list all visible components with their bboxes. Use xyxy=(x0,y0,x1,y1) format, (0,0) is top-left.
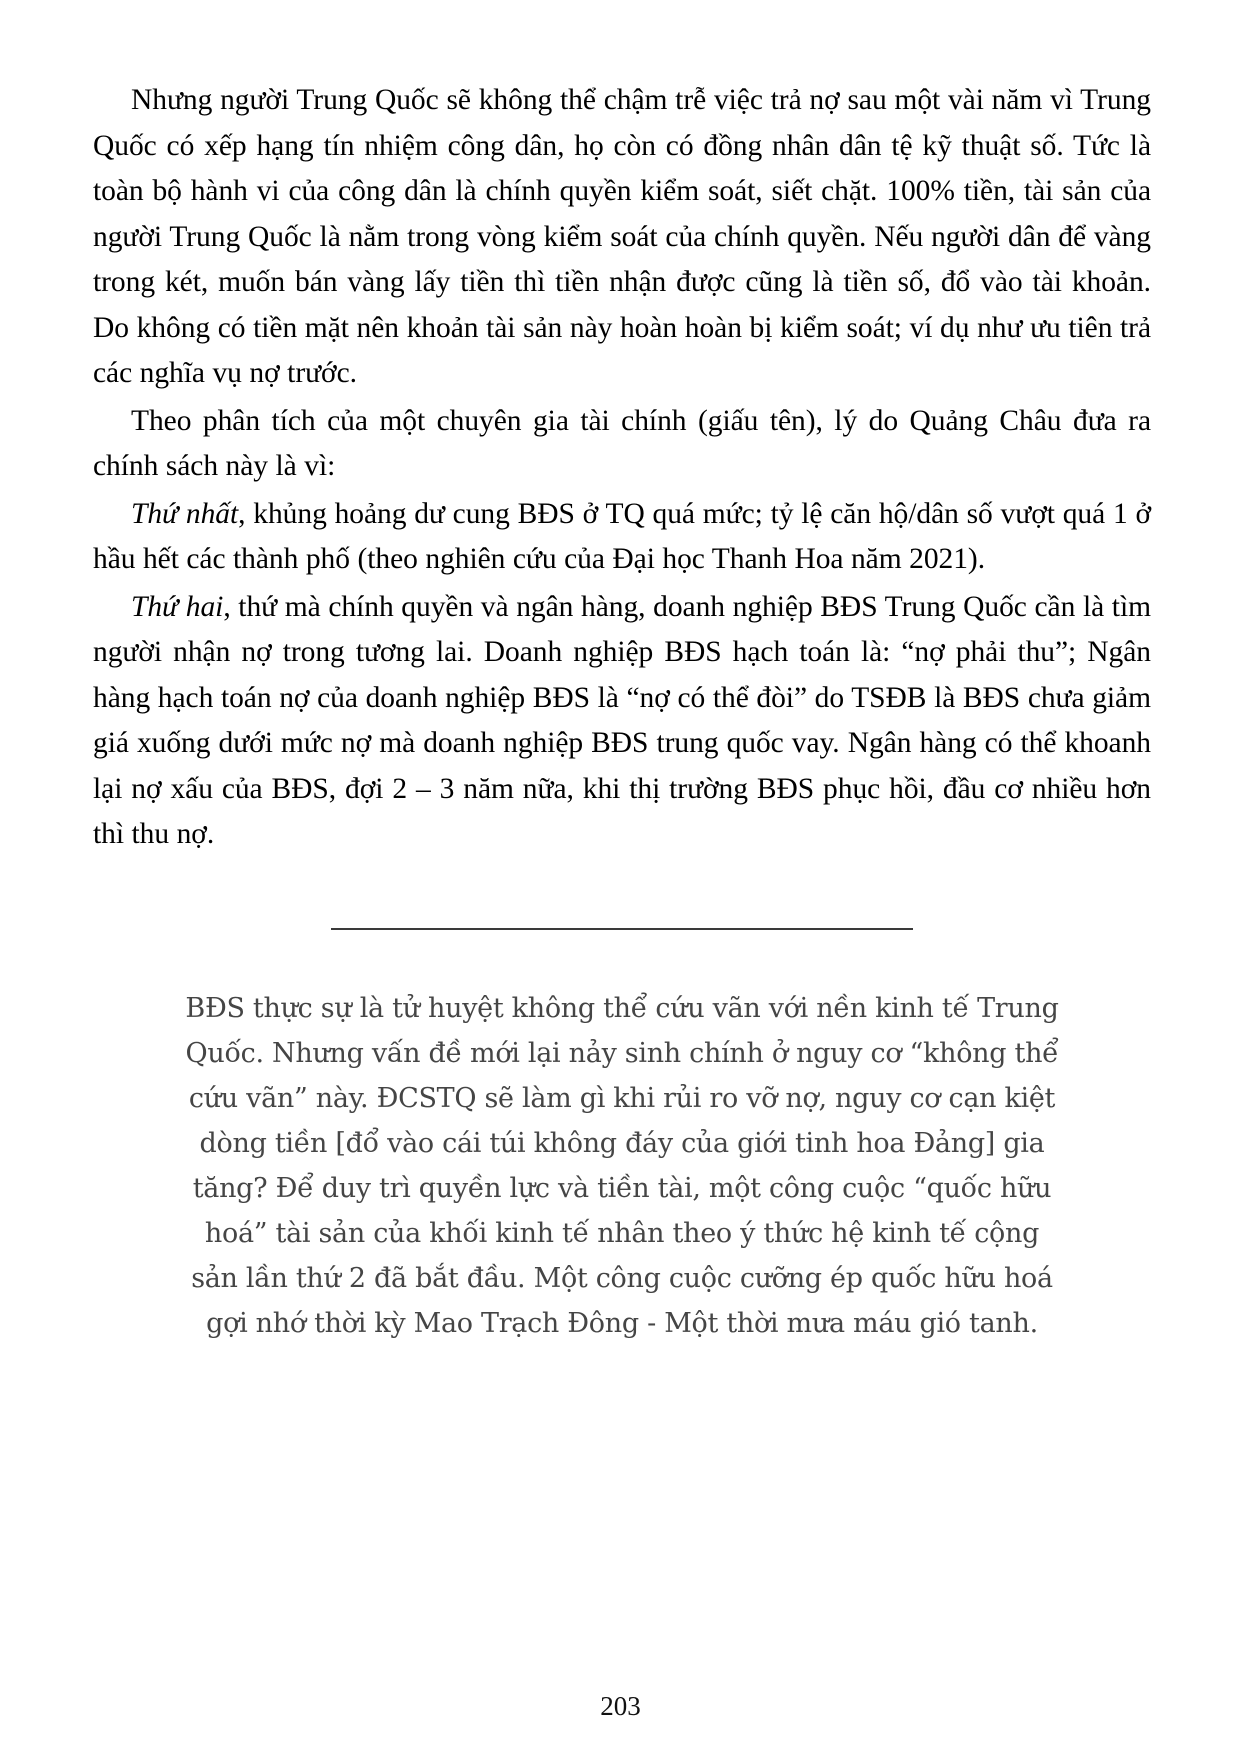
paragraph-3-italic-lead: Thứ nhất xyxy=(131,497,239,530)
paragraph-4 xyxy=(93,585,1151,858)
paragraph-4-italic-lead: Thứ hai xyxy=(131,590,224,623)
paragraph-3-text: , khủng hoảng dư cung BĐS ở TQ quá mức; tỷ lệ căn hộ/dân số vượt quá 1 ở hầu hết các thành phố (theo nghiên cứu của Đại học Thanh Hoa năm 2021). xyxy=(93,497,1151,575)
paragraph-4-text: , thứ mà chính quyền và ngân hàng, doanh nghiệp BĐS Trung Quốc cần là tìm người nhận nợ trong tương lai. Doanh nghiệp BĐS hạch toán là: “nợ phải thu”; Ngân hàng hạch toán nợ của doanh nghiệp BĐS là “nợ có thể đòi” do TSĐB là BĐS chưa giảm giá xuống dưới mức nợ mà doanh nghiệp BĐS trung quốc vay. Ngân hàng có thể khoanh lại nợ xấu của BĐS, đợi 2 – 3 năm nữa, khi thị trường BĐS phục hồi, đầu cơ nhiều hơn thì thu nợ. xyxy=(93,590,1151,850)
pull-quote-text: BĐS thực sự là tử huyệt không thể cứu vãn với nền kinh tế Trung Quốc. Nhưng vấn đề mới lại nảy sinh chính ở nguy cơ “không thể cứu vãn” này. ĐCSTQ sẽ làm gì khi rủi ro vỡ nợ, nguy cơ cạn kiệt dòng tiền [đổ vào cái túi không đáy của giới tinh hoa Đảng] gia tăng? Để duy trì quyền lực và tiền tài, một công cuộc “quốc hữu hoá” tài sản của khối kinh tế nhân theo ý thức hệ kinh tế cộng sản lần thứ 2 đã bắt đầu. Một công cuộc cưỡng ép quốc hữu hoá gợi nhớ thời kỳ Mao Trạch Đông - Một thời mưa máu gió tanh. xyxy=(185,992,1059,1339)
paragraph-3 xyxy=(93,492,1151,583)
page-number: 203 xyxy=(600,1691,641,1721)
paragraph-1: Nhưng người Trung Quốc sẽ không thể chậm trễ việc trả nợ sau một vài năm vì Trung Quốc có xếp hạng tín nhiệm công dân, họ còn có đồng nhân dân tệ kỹ thuật số. Tức là toàn bộ hành vi của công dân là chính quyền kiểm soát, siết chặt. 100% tiền, tài sản của người Trung Quốc là nằm trong vòng kiểm soát của chính quyền. Nếu người dân để vàng trong két, muốn bán vàng lấy tiền thì tiền nhận được cũng là tiền số, đổ vào tài khoản. Do không có tiền mặt nên khoản tài sản này hoàn hoàn bị kiểm soát; ví dụ như ưu tiên trả các nghĩa vụ nợ trước. xyxy=(93,84,1151,389)
paragraph-2: Theo phân tích của một chuyên gia tài chính (giấu tên), lý do Quảng Châu đưa ra chính sách này là vì: xyxy=(93,404,1151,482)
pull-quote xyxy=(93,986,1151,1346)
section-separator xyxy=(93,920,1151,938)
horizontal-rule xyxy=(331,928,913,930)
page-body xyxy=(93,78,1151,1346)
